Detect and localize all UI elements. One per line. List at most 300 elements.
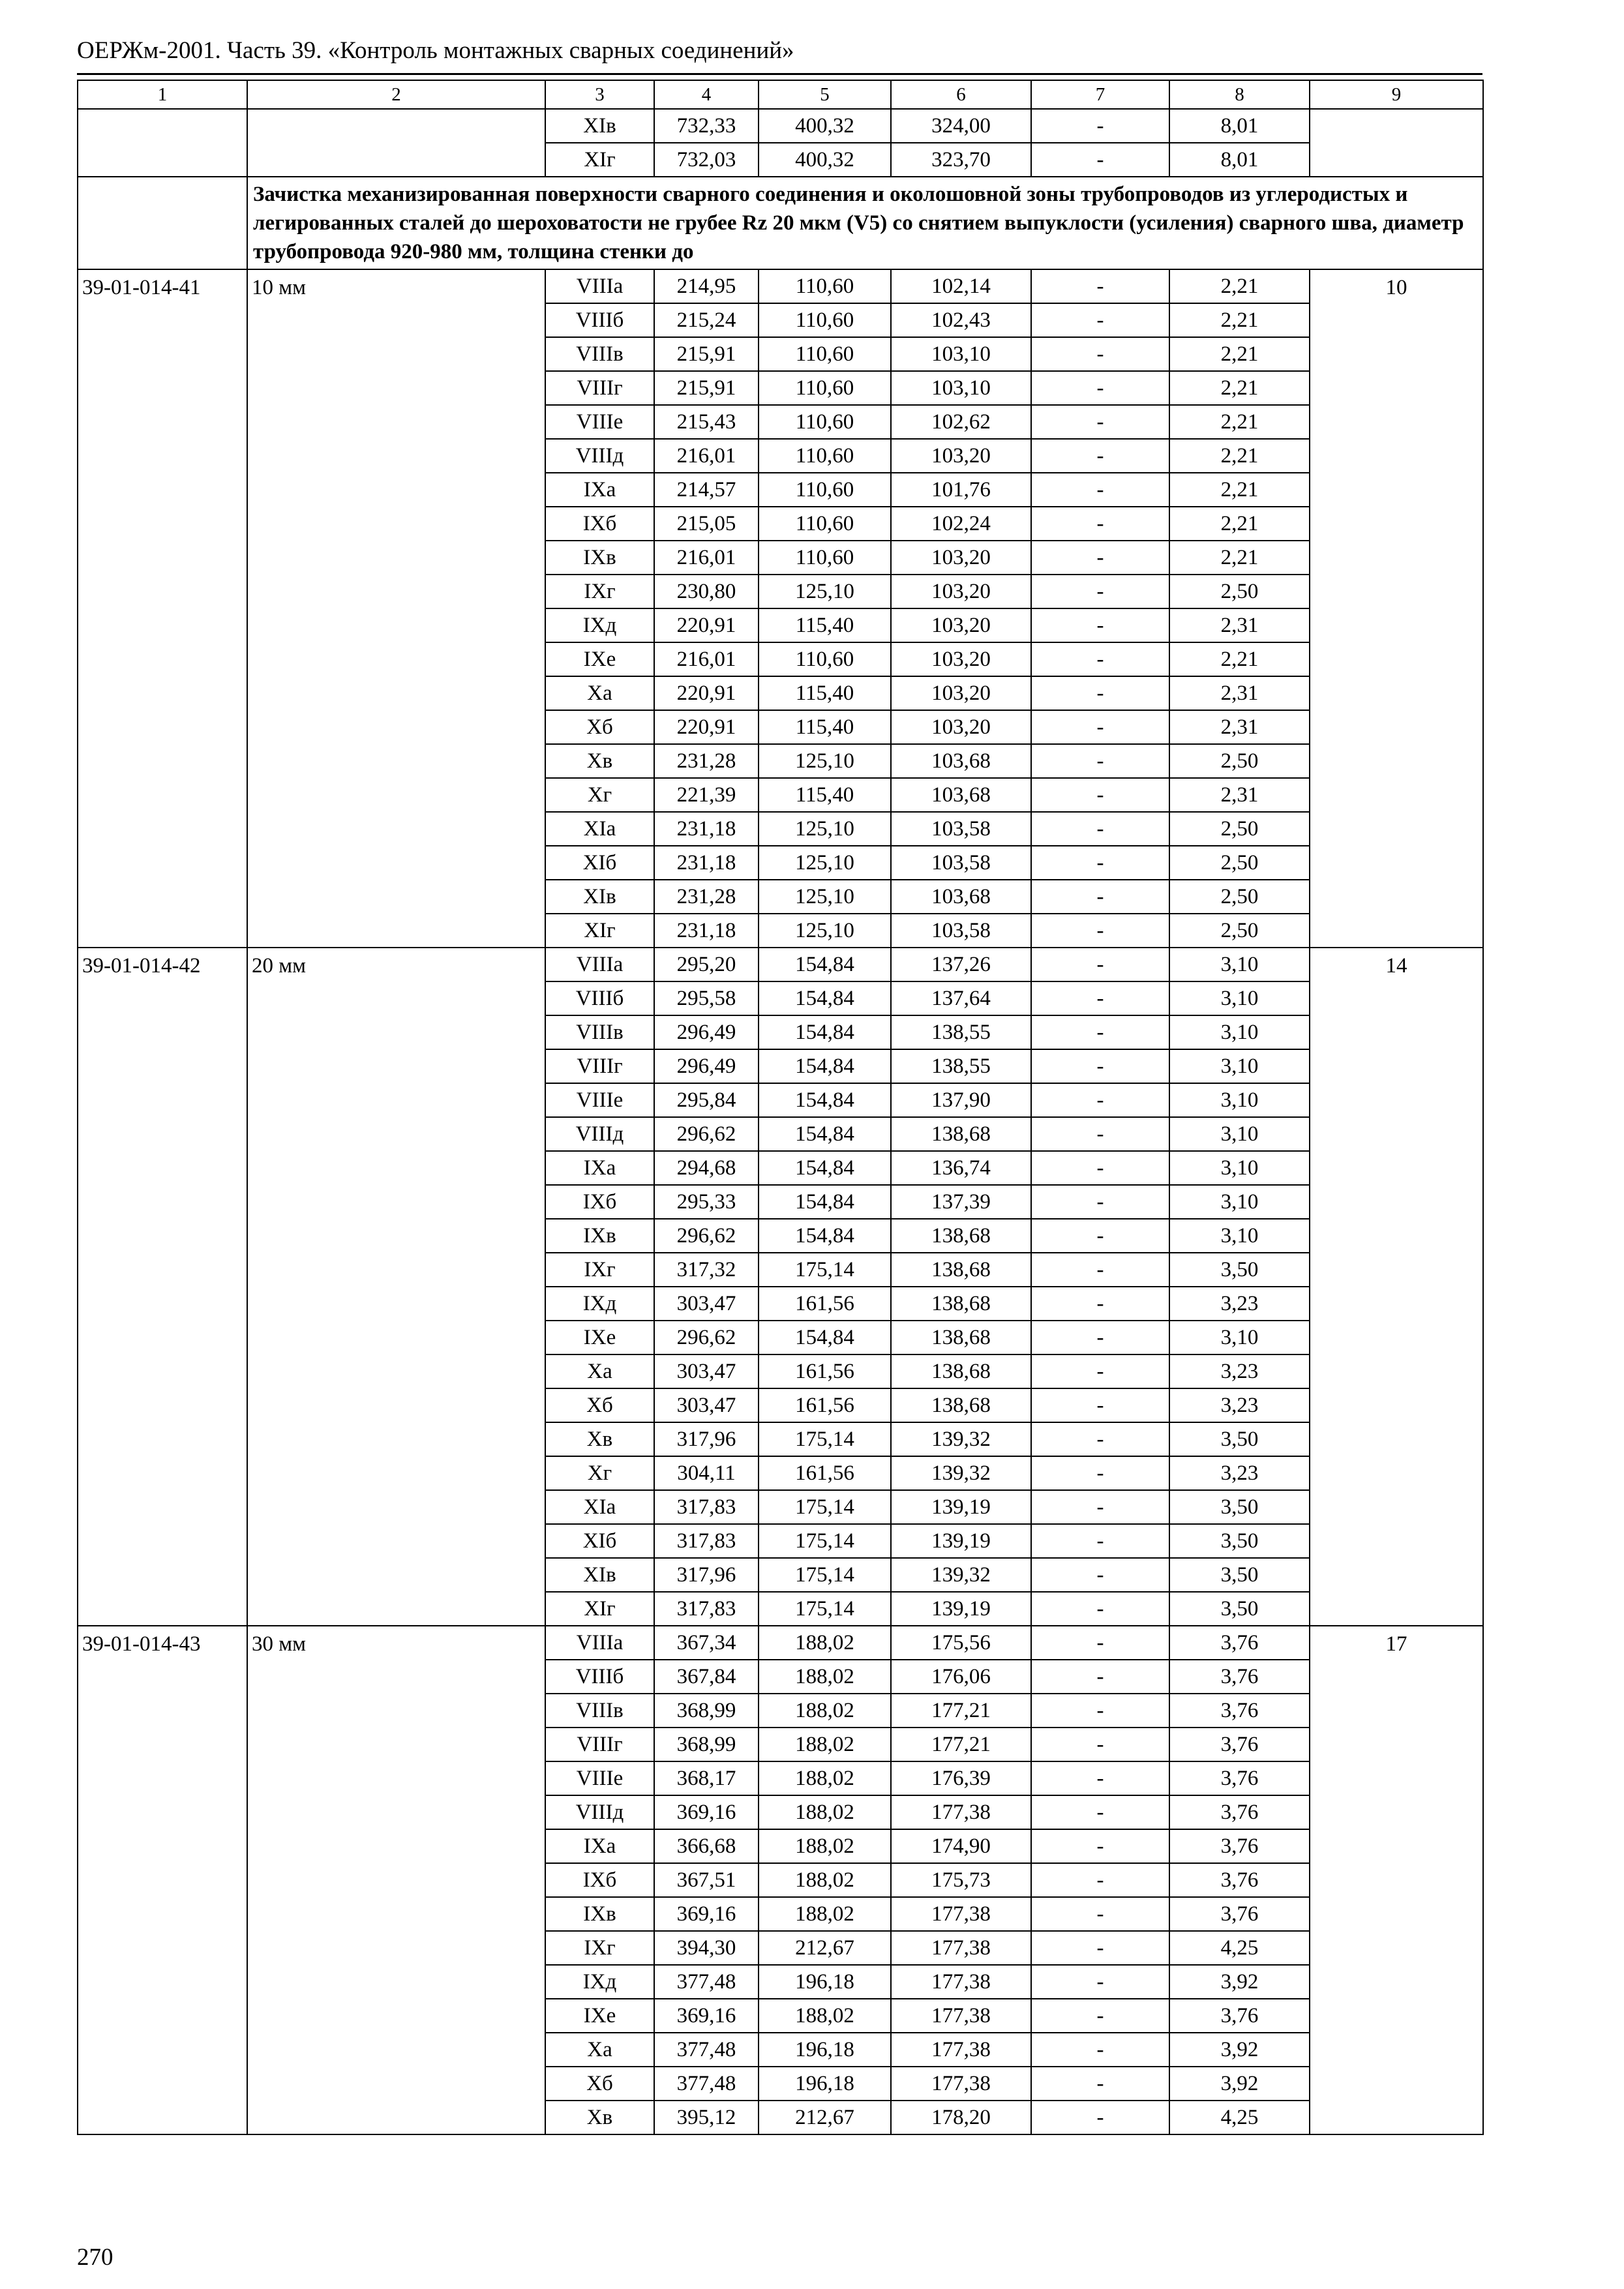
materials-cell: - bbox=[1031, 880, 1169, 914]
machine-cost-cell: 177,21 bbox=[891, 1728, 1031, 1761]
total-cost-cell: 732,03 bbox=[654, 143, 759, 177]
price-category-cell: IXв bbox=[545, 541, 654, 575]
price-category-cell: VIIIа bbox=[545, 269, 654, 303]
wages-cell: 110,60 bbox=[759, 473, 891, 507]
labor-cell: 3,76 bbox=[1169, 1761, 1310, 1795]
price-category-cell: Xв bbox=[545, 1422, 654, 1456]
materials-cell: - bbox=[1031, 1321, 1169, 1354]
price-category-cell: IXа bbox=[545, 1829, 654, 1863]
price-category-cell: XIа bbox=[545, 1490, 654, 1524]
wages-cell: 154,84 bbox=[759, 1015, 891, 1049]
wages-cell: 110,60 bbox=[759, 371, 891, 405]
wages-cell: 110,60 bbox=[759, 269, 891, 303]
labor-cell: 3,76 bbox=[1169, 1694, 1310, 1728]
wages-cell: 188,02 bbox=[759, 1728, 891, 1761]
header-rule bbox=[77, 73, 1482, 75]
total-cost-cell: 231,18 bbox=[654, 914, 759, 948]
machine-cost-cell: 177,38 bbox=[891, 1999, 1031, 2033]
total-cost-cell: 214,95 bbox=[654, 269, 759, 303]
labor-cell: 3,10 bbox=[1169, 948, 1310, 981]
total-cost-cell: 317,83 bbox=[654, 1524, 759, 1558]
materials-cell: - bbox=[1031, 778, 1169, 812]
total-cost-cell: 215,43 bbox=[654, 405, 759, 439]
section-description-spacer bbox=[78, 177, 247, 269]
col9-cell: 14 bbox=[1310, 948, 1483, 1626]
price-category-cell: XIг bbox=[545, 1592, 654, 1626]
total-cost-cell: 294,68 bbox=[654, 1151, 759, 1185]
price-category-cell: Xв bbox=[545, 744, 654, 778]
labor-cell: 2,50 bbox=[1169, 914, 1310, 948]
machine-cost-cell: 139,32 bbox=[891, 1558, 1031, 1592]
wages-cell: 188,02 bbox=[759, 1829, 891, 1863]
price-category-cell: Xв bbox=[545, 2101, 654, 2134]
price-category-cell: VIIIа bbox=[545, 1626, 654, 1660]
labor-cell: 2,50 bbox=[1169, 575, 1310, 608]
materials-cell: - bbox=[1031, 1490, 1169, 1524]
materials-cell: - bbox=[1031, 1049, 1169, 1083]
machine-cost-cell: 102,62 bbox=[891, 405, 1031, 439]
total-cost-cell: 317,83 bbox=[654, 1490, 759, 1524]
wages-cell: 212,67 bbox=[759, 2101, 891, 2134]
price-category-cell: VIIIа bbox=[545, 948, 654, 981]
labor-cell: 3,23 bbox=[1169, 1287, 1310, 1321]
labor-cell: 4,25 bbox=[1169, 1931, 1310, 1965]
materials-cell: - bbox=[1031, 473, 1169, 507]
wages-cell: 115,40 bbox=[759, 710, 891, 744]
materials-cell: - bbox=[1031, 405, 1169, 439]
wall-thickness-cell: 20 мм bbox=[247, 948, 545, 1626]
price-category-cell: XIв bbox=[545, 109, 654, 143]
materials-cell: - bbox=[1031, 1083, 1169, 1117]
wages-cell: 110,60 bbox=[759, 303, 891, 337]
price-category-cell: IXб bbox=[545, 1863, 654, 1897]
machine-cost-cell: 102,14 bbox=[891, 269, 1031, 303]
wages-cell: 175,14 bbox=[759, 1592, 891, 1626]
wages-cell: 196,18 bbox=[759, 2033, 891, 2067]
total-cost-cell: 216,01 bbox=[654, 541, 759, 575]
materials-cell: - bbox=[1031, 507, 1169, 541]
materials-cell: - bbox=[1031, 1728, 1169, 1761]
machine-cost-cell: 103,20 bbox=[891, 710, 1031, 744]
total-cost-cell: 369,16 bbox=[654, 1897, 759, 1931]
total-cost-cell: 303,47 bbox=[654, 1388, 759, 1422]
total-cost-cell: 377,48 bbox=[654, 2067, 759, 2101]
machine-cost-cell: 175,56 bbox=[891, 1626, 1031, 1660]
machine-cost-cell: 139,19 bbox=[891, 1524, 1031, 1558]
total-cost-cell: 220,91 bbox=[654, 676, 759, 710]
price-category-cell: IXг bbox=[545, 575, 654, 608]
machine-cost-cell: 177,38 bbox=[891, 1795, 1031, 1829]
wages-cell: 188,02 bbox=[759, 1897, 891, 1931]
labor-cell: 3,23 bbox=[1169, 1388, 1310, 1422]
labor-cell: 3,92 bbox=[1169, 1965, 1310, 1999]
labor-cell: 2,21 bbox=[1169, 473, 1310, 507]
total-cost-cell: 215,91 bbox=[654, 337, 759, 371]
rate-table bbox=[77, 80, 1484, 2135]
machine-cost-cell: 103,20 bbox=[891, 541, 1031, 575]
wages-cell: 154,84 bbox=[759, 1321, 891, 1354]
page-header-title: ОЕРЖм-2001. Часть 39. «Контроль монтажных сварных соединений» bbox=[77, 37, 794, 64]
machine-cost-cell: 138,68 bbox=[891, 1117, 1031, 1151]
wages-cell: 175,14 bbox=[759, 1490, 891, 1524]
price-category-cell: Xа bbox=[545, 1354, 654, 1388]
materials-cell: - bbox=[1031, 371, 1169, 405]
wages-cell: 161,56 bbox=[759, 1354, 891, 1388]
materials-cell: - bbox=[1031, 812, 1169, 846]
total-cost-cell: 296,49 bbox=[654, 1015, 759, 1049]
labor-cell: 3,50 bbox=[1169, 1558, 1310, 1592]
materials-cell: - bbox=[1031, 1015, 1169, 1049]
labor-cell: 3,10 bbox=[1169, 1117, 1310, 1151]
price-category-cell: Xг bbox=[545, 1456, 654, 1490]
wages-cell: 175,14 bbox=[759, 1422, 891, 1456]
col9-cell: 10 bbox=[1310, 269, 1483, 948]
column-header: 1 bbox=[78, 80, 247, 109]
wages-cell: 110,60 bbox=[759, 439, 891, 473]
total-cost-cell: 366,68 bbox=[654, 1829, 759, 1863]
labor-cell: 3,50 bbox=[1169, 1253, 1310, 1287]
total-cost-cell: 215,24 bbox=[654, 303, 759, 337]
labor-cell: 2,21 bbox=[1169, 439, 1310, 473]
labor-cell: 2,21 bbox=[1169, 541, 1310, 575]
price-category-cell: VIIIв bbox=[545, 1694, 654, 1728]
wages-cell: 125,10 bbox=[759, 846, 891, 880]
wages-cell: 115,40 bbox=[759, 608, 891, 642]
labor-cell: 3,50 bbox=[1169, 1422, 1310, 1456]
wages-cell: 110,60 bbox=[759, 541, 891, 575]
wages-cell: 188,02 bbox=[759, 1999, 891, 2033]
total-cost-cell: 220,91 bbox=[654, 608, 759, 642]
wages-cell: 188,02 bbox=[759, 1660, 891, 1694]
price-category-cell: IXе bbox=[545, 1999, 654, 2033]
materials-cell: - bbox=[1031, 1524, 1169, 1558]
price-category-cell: IXб bbox=[545, 1185, 654, 1219]
machine-cost-cell: 103,20 bbox=[891, 439, 1031, 473]
total-cost-cell: 231,28 bbox=[654, 880, 759, 914]
machine-cost-cell: 137,39 bbox=[891, 1185, 1031, 1219]
table-row bbox=[78, 1626, 1483, 1660]
rate-code-cell: 39-01-014-42 bbox=[78, 948, 247, 1626]
materials-cell: - bbox=[1031, 710, 1169, 744]
machine-cost-cell: 177,38 bbox=[891, 1931, 1031, 1965]
materials-cell: - bbox=[1031, 439, 1169, 473]
machine-cost-cell: 177,38 bbox=[891, 1897, 1031, 1931]
materials-cell: - bbox=[1031, 1660, 1169, 1694]
machine-cost-cell: 138,68 bbox=[891, 1354, 1031, 1388]
price-category-cell: IXв bbox=[545, 1219, 654, 1253]
total-cost-cell: 220,91 bbox=[654, 710, 759, 744]
labor-cell: 3,10 bbox=[1169, 1015, 1310, 1049]
total-cost-cell: 303,47 bbox=[654, 1354, 759, 1388]
materials-cell: - bbox=[1031, 1117, 1169, 1151]
total-cost-cell: 296,49 bbox=[654, 1049, 759, 1083]
labor-cell: 3,23 bbox=[1169, 1456, 1310, 1490]
wages-cell: 154,84 bbox=[759, 948, 891, 981]
price-category-cell: VIIIб bbox=[545, 303, 654, 337]
col9-cell: 17 bbox=[1310, 1626, 1483, 2134]
labor-cell: 3,10 bbox=[1169, 1151, 1310, 1185]
total-cost-cell: 367,51 bbox=[654, 1863, 759, 1897]
total-cost-cell: 395,12 bbox=[654, 2101, 759, 2134]
labor-cell: 2,31 bbox=[1169, 778, 1310, 812]
wages-cell: 125,10 bbox=[759, 914, 891, 948]
machine-cost-cell: 177,38 bbox=[891, 2033, 1031, 2067]
machine-cost-cell: 103,10 bbox=[891, 371, 1031, 405]
total-cost-cell: 369,16 bbox=[654, 1795, 759, 1829]
wages-cell: 175,14 bbox=[759, 1253, 891, 1287]
machine-cost-cell: 103,20 bbox=[891, 642, 1031, 676]
machine-cost-cell: 324,00 bbox=[891, 109, 1031, 143]
total-cost-cell: 317,96 bbox=[654, 1422, 759, 1456]
labor-cell: 3,76 bbox=[1169, 1728, 1310, 1761]
labor-cell: 3,76 bbox=[1169, 1795, 1310, 1829]
machine-cost-cell: 103,68 bbox=[891, 778, 1031, 812]
page-number: 270 bbox=[77, 2244, 113, 2271]
labor-cell: 2,50 bbox=[1169, 880, 1310, 914]
total-cost-cell: 317,96 bbox=[654, 1558, 759, 1592]
price-category-cell: VIIIд bbox=[545, 439, 654, 473]
materials-cell: - bbox=[1031, 914, 1169, 948]
wages-cell: 212,67 bbox=[759, 1931, 891, 1965]
table-row bbox=[78, 269, 1483, 303]
machine-cost-cell: 176,06 bbox=[891, 1660, 1031, 1694]
column-header: 8 bbox=[1169, 80, 1310, 109]
materials-cell: - bbox=[1031, 981, 1169, 1015]
table-row bbox=[78, 948, 1483, 981]
price-category-cell: Xг bbox=[545, 778, 654, 812]
price-category-cell: IXд bbox=[545, 608, 654, 642]
price-category-cell: VIIIд bbox=[545, 1117, 654, 1151]
price-category-cell: IXг bbox=[545, 1253, 654, 1287]
price-category-cell: XIв bbox=[545, 880, 654, 914]
total-cost-cell: 231,18 bbox=[654, 812, 759, 846]
wages-cell: 125,10 bbox=[759, 880, 891, 914]
labor-cell: 3,10 bbox=[1169, 1321, 1310, 1354]
wages-cell: 154,84 bbox=[759, 1083, 891, 1117]
machine-cost-cell: 103,58 bbox=[891, 812, 1031, 846]
materials-cell: - bbox=[1031, 948, 1169, 981]
total-cost-cell: 732,33 bbox=[654, 109, 759, 143]
labor-cell: 2,21 bbox=[1169, 371, 1310, 405]
wages-cell: 161,56 bbox=[759, 1388, 891, 1422]
materials-cell: - bbox=[1031, 1422, 1169, 1456]
price-category-cell: VIIIв bbox=[545, 1015, 654, 1049]
price-category-cell: IXе bbox=[545, 642, 654, 676]
labor-cell: 3,50 bbox=[1169, 1490, 1310, 1524]
wall-thickness-cell: 30 мм bbox=[247, 1626, 545, 2134]
materials-cell: - bbox=[1031, 541, 1169, 575]
labor-cell: 3,76 bbox=[1169, 1863, 1310, 1897]
price-category-cell: VIIIе bbox=[545, 1761, 654, 1795]
machine-cost-cell: 138,68 bbox=[891, 1321, 1031, 1354]
wages-cell: 400,32 bbox=[759, 109, 891, 143]
labor-cell: 3,10 bbox=[1169, 1049, 1310, 1083]
materials-cell: - bbox=[1031, 1931, 1169, 1965]
total-cost-cell: 304,11 bbox=[654, 1456, 759, 1490]
wages-cell: 125,10 bbox=[759, 575, 891, 608]
total-cost-cell: 303,47 bbox=[654, 1287, 759, 1321]
materials-cell: - bbox=[1031, 1456, 1169, 1490]
labor-cell: 2,31 bbox=[1169, 710, 1310, 744]
machine-cost-cell: 137,64 bbox=[891, 981, 1031, 1015]
price-category-cell: XIг bbox=[545, 143, 654, 177]
price-category-cell: VIIIе bbox=[545, 405, 654, 439]
wages-cell: 125,10 bbox=[759, 744, 891, 778]
machine-cost-cell: 138,68 bbox=[891, 1388, 1031, 1422]
price-category-cell: VIIIг bbox=[545, 1049, 654, 1083]
materials-cell: - bbox=[1031, 1558, 1169, 1592]
machine-cost-cell: 138,68 bbox=[891, 1287, 1031, 1321]
total-cost-cell: 369,16 bbox=[654, 1999, 759, 2033]
machine-cost-cell: 176,39 bbox=[891, 1761, 1031, 1795]
labor-cell: 2,21 bbox=[1169, 507, 1310, 541]
price-category-cell: VIIIе bbox=[545, 1083, 654, 1117]
labor-cell: 2,50 bbox=[1169, 812, 1310, 846]
total-cost-cell: 221,39 bbox=[654, 778, 759, 812]
section-description: Зачистка механизированная поверхности сварного соединения и околошовной зоны трубопроводов из углеродистых и легированных сталей до шероховатости не грубее Rz 20 мкм (V5) со снятием выпуклости (усиления) сварного шва, диаметр трубопровода 920-980 мм, толщина стенки до bbox=[247, 177, 1483, 269]
price-category-cell: XIб bbox=[545, 1524, 654, 1558]
price-category-cell: XIг bbox=[545, 914, 654, 948]
machine-cost-cell: 177,38 bbox=[891, 1965, 1031, 1999]
table-body bbox=[78, 80, 1483, 2134]
total-cost-cell: 215,05 bbox=[654, 507, 759, 541]
price-category-cell: VIIIд bbox=[545, 1795, 654, 1829]
price-category-cell: VIIIг bbox=[545, 371, 654, 405]
wages-cell: 154,84 bbox=[759, 1185, 891, 1219]
total-cost-cell: 214,57 bbox=[654, 473, 759, 507]
wages-cell: 110,60 bbox=[759, 642, 891, 676]
labor-cell: 3,76 bbox=[1169, 1626, 1310, 1660]
column-header: 9 bbox=[1310, 80, 1483, 109]
price-category-cell: Xа bbox=[545, 2033, 654, 2067]
wages-cell: 188,02 bbox=[759, 1795, 891, 1829]
materials-cell: - bbox=[1031, 1388, 1169, 1422]
labor-cell: 3,10 bbox=[1169, 1219, 1310, 1253]
wages-cell: 400,32 bbox=[759, 143, 891, 177]
machine-cost-cell: 103,20 bbox=[891, 676, 1031, 710]
column-header: 4 bbox=[654, 80, 759, 109]
total-cost-cell: 231,28 bbox=[654, 744, 759, 778]
materials-cell: - bbox=[1031, 1795, 1169, 1829]
column-header: 6 bbox=[891, 80, 1031, 109]
wages-cell: 154,84 bbox=[759, 981, 891, 1015]
total-cost-cell: 317,32 bbox=[654, 1253, 759, 1287]
total-cost-cell: 296,62 bbox=[654, 1219, 759, 1253]
materials-cell: - bbox=[1031, 1999, 1169, 2033]
materials-cell: - bbox=[1031, 1694, 1169, 1728]
materials-cell: - bbox=[1031, 269, 1169, 303]
materials-cell: - bbox=[1031, 303, 1169, 337]
price-category-cell: XIб bbox=[545, 846, 654, 880]
machine-cost-cell: 138,68 bbox=[891, 1253, 1031, 1287]
column-header: 5 bbox=[759, 80, 891, 109]
price-category-cell: Xб bbox=[545, 1388, 654, 1422]
materials-cell: - bbox=[1031, 1287, 1169, 1321]
labor-cell: 3,10 bbox=[1169, 1083, 1310, 1117]
machine-cost-cell: 174,90 bbox=[891, 1829, 1031, 1863]
labor-cell: 3,10 bbox=[1169, 981, 1310, 1015]
price-category-cell: IXе bbox=[545, 1321, 654, 1354]
wages-cell: 154,84 bbox=[759, 1117, 891, 1151]
machine-cost-cell: 102,43 bbox=[891, 303, 1031, 337]
wages-cell: 115,40 bbox=[759, 676, 891, 710]
labor-cell: 2,31 bbox=[1169, 676, 1310, 710]
labor-cell: 2,21 bbox=[1169, 642, 1310, 676]
rate-code-cell: 39-01-014-41 bbox=[78, 269, 247, 948]
materials-cell: - bbox=[1031, 1592, 1169, 1626]
wages-cell: 188,02 bbox=[759, 1694, 891, 1728]
wages-cell: 175,14 bbox=[759, 1524, 891, 1558]
price-category-cell: VIIIб bbox=[545, 1660, 654, 1694]
machine-cost-cell: 101,76 bbox=[891, 473, 1031, 507]
materials-cell: - bbox=[1031, 143, 1169, 177]
price-category-cell: IXг bbox=[545, 1931, 654, 1965]
total-cost-cell: 216,01 bbox=[654, 439, 759, 473]
wages-cell: 110,60 bbox=[759, 507, 891, 541]
labor-cell: 8,01 bbox=[1169, 109, 1310, 143]
machine-cost-cell: 136,74 bbox=[891, 1151, 1031, 1185]
price-category-cell: IXд bbox=[545, 1287, 654, 1321]
machine-cost-cell: 139,19 bbox=[891, 1490, 1031, 1524]
machine-cost-cell: 139,19 bbox=[891, 1592, 1031, 1626]
materials-cell: - bbox=[1031, 1219, 1169, 1253]
total-cost-cell: 215,91 bbox=[654, 371, 759, 405]
labor-cell: 2,21 bbox=[1169, 303, 1310, 337]
materials-cell: - bbox=[1031, 1761, 1169, 1795]
materials-cell: - bbox=[1031, 2033, 1169, 2067]
labor-cell: 3,92 bbox=[1169, 2033, 1310, 2067]
name-cell bbox=[247, 109, 545, 177]
total-cost-cell: 368,99 bbox=[654, 1728, 759, 1761]
materials-cell: - bbox=[1031, 109, 1169, 143]
labor-cell: 2,31 bbox=[1169, 608, 1310, 642]
price-category-cell: VIIIв bbox=[545, 337, 654, 371]
materials-cell: - bbox=[1031, 676, 1169, 710]
wages-cell: 125,10 bbox=[759, 812, 891, 846]
labor-cell: 3,76 bbox=[1169, 1897, 1310, 1931]
labor-cell: 2,21 bbox=[1169, 405, 1310, 439]
wages-cell: 110,60 bbox=[759, 337, 891, 371]
materials-cell: - bbox=[1031, 337, 1169, 371]
price-category-cell: XIа bbox=[545, 812, 654, 846]
materials-cell: - bbox=[1031, 2101, 1169, 2134]
materials-cell: - bbox=[1031, 2067, 1169, 2101]
materials-cell: - bbox=[1031, 1965, 1169, 1999]
machine-cost-cell: 102,24 bbox=[891, 507, 1031, 541]
machine-cost-cell: 138,68 bbox=[891, 1219, 1031, 1253]
materials-cell: - bbox=[1031, 1897, 1169, 1931]
total-cost-cell: 317,83 bbox=[654, 1592, 759, 1626]
labor-cell: 3,76 bbox=[1169, 1999, 1310, 2033]
price-category-cell: Xа bbox=[545, 676, 654, 710]
materials-cell: - bbox=[1031, 1354, 1169, 1388]
machine-cost-cell: 138,55 bbox=[891, 1049, 1031, 1083]
materials-cell: - bbox=[1031, 642, 1169, 676]
unit-cell bbox=[1310, 109, 1483, 177]
price-category-cell: VIIIг bbox=[545, 1728, 654, 1761]
rate-code-cell: 39-01-014-43 bbox=[78, 1626, 247, 2134]
wages-cell: 188,02 bbox=[759, 1626, 891, 1660]
wall-thickness-cell: 10 мм bbox=[247, 269, 545, 948]
price-category-cell: Xб bbox=[545, 710, 654, 744]
code-cell bbox=[78, 109, 247, 177]
wages-cell: 110,60 bbox=[759, 405, 891, 439]
labor-cell: 3,76 bbox=[1169, 1829, 1310, 1863]
materials-cell: - bbox=[1031, 1863, 1169, 1897]
materials-cell: - bbox=[1031, 1829, 1169, 1863]
materials-cell: - bbox=[1031, 744, 1169, 778]
section-description-row bbox=[78, 177, 1483, 269]
